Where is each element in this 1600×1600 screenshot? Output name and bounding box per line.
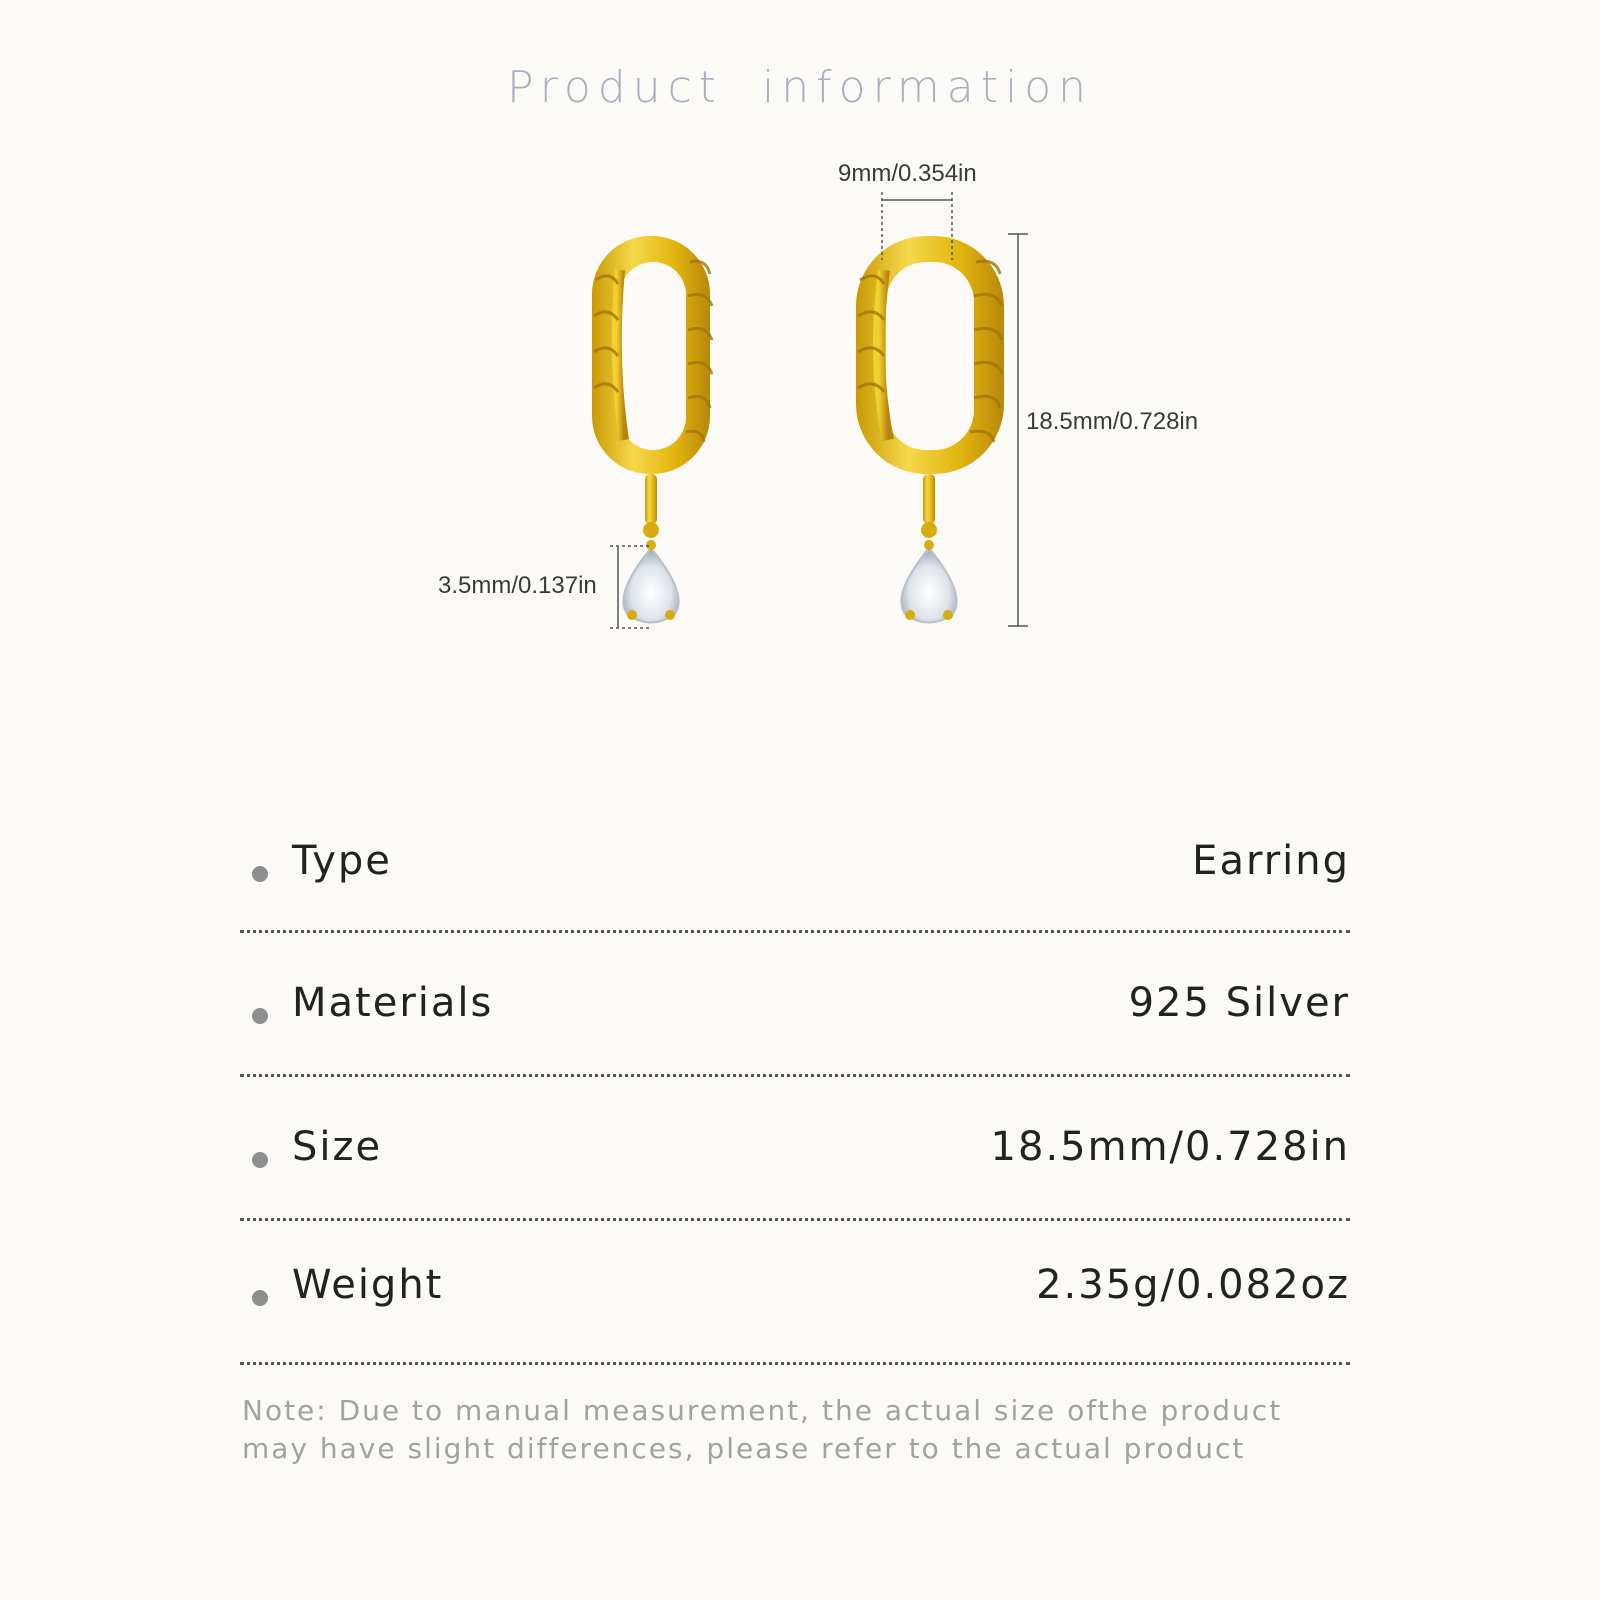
product-figure (0, 0, 1600, 720)
divider (240, 1218, 1350, 1221)
spec-value: 925 Silver (1128, 980, 1350, 1026)
height-dimension-label: 18.5mm/0.728in (1026, 408, 1199, 435)
spec-label: Materials (292, 980, 494, 1026)
note-line-1: Note: Due to manual measurement, the actual size ofthe product (242, 1394, 1283, 1427)
height-dimension-lines (1008, 234, 1028, 626)
bullet-icon (252, 866, 268, 882)
right-link (923, 474, 935, 524)
right-earring (856, 236, 1004, 623)
spec-value: Earring (1192, 838, 1350, 884)
spec-row-materials (240, 980, 1350, 1050)
spec-row-size (240, 1124, 1350, 1194)
spec-value: 18.5mm/0.728in (990, 1124, 1350, 1170)
left-earring (592, 236, 712, 623)
page-title: Product information (507, 62, 1093, 113)
note-line-2: may have slight differences, please refer to the actual product (242, 1432, 1246, 1465)
bullet-icon (252, 1152, 268, 1168)
spec-label: Type (292, 838, 392, 884)
spec-label: Size (292, 1124, 383, 1170)
left-hoop-inner (620, 262, 686, 450)
divider (240, 1362, 1350, 1365)
spec-row-type (240, 838, 1350, 908)
spec-value: 2.35g/0.082oz (1036, 1262, 1350, 1308)
divider (240, 930, 1350, 933)
spec-row-weight (240, 1262, 1350, 1332)
spec-label: Weight (292, 1262, 444, 1308)
left-link (645, 474, 657, 524)
earrings-illustration (0, 0, 1600, 720)
bullet-icon (252, 1290, 268, 1306)
drop-dimension-label: 3.5mm/0.137in (438, 572, 597, 599)
bullet-icon (252, 1008, 268, 1024)
divider (240, 1074, 1350, 1077)
measurement-note (242, 1392, 1392, 1468)
width-dimension-label: 9mm/0.354in (838, 160, 977, 187)
right-hoop-inner (886, 262, 974, 450)
